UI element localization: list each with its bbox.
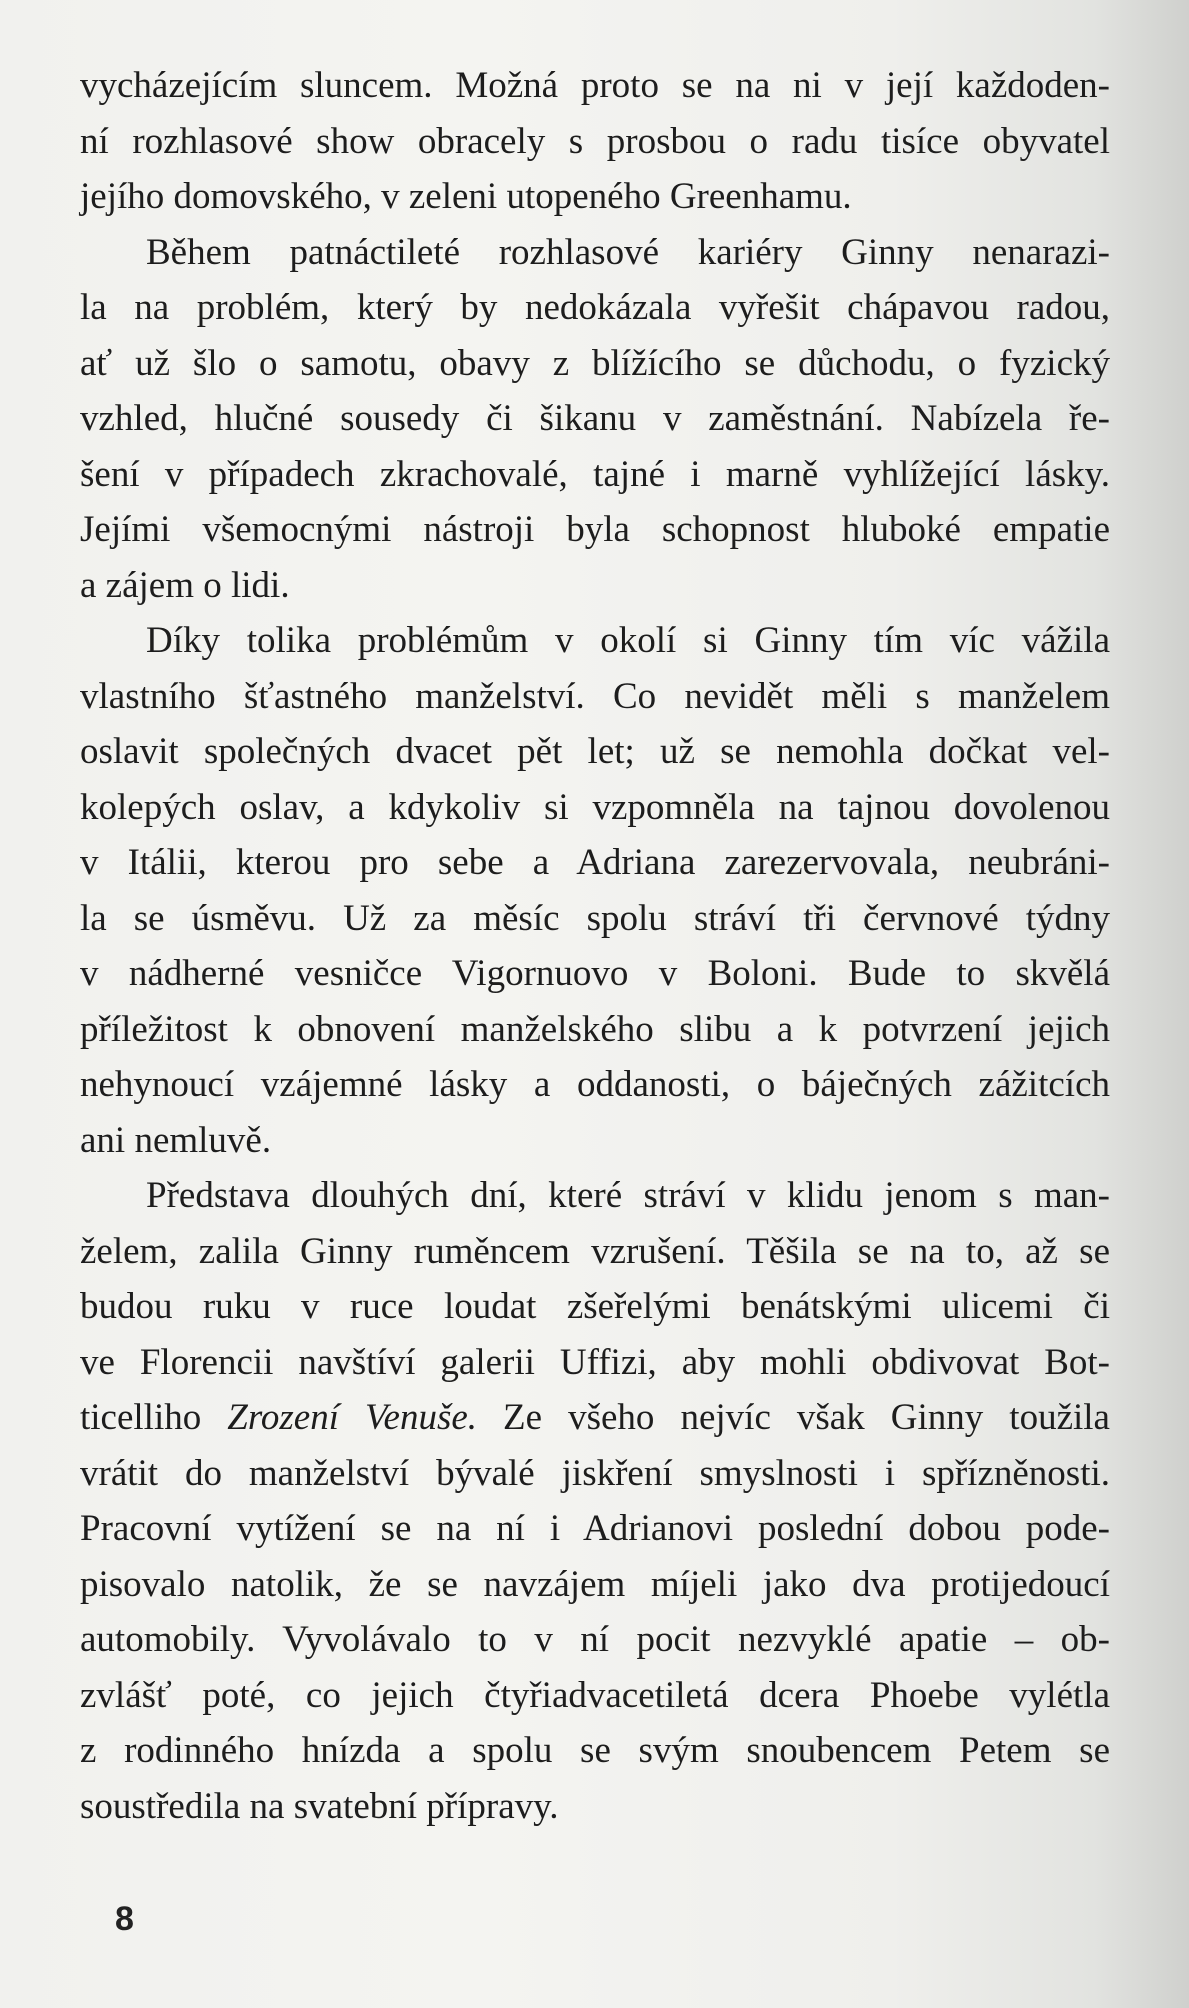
text-line: pisovalo natolik, že se navzájem míjeli jako dva protijedoucí <box>80 1563 1110 1605</box>
paragraph-4 <box>80 1168 1110 1834</box>
text-line: a zájem o lidi. <box>80 564 290 606</box>
text-run: ticelliho <box>80 1397 228 1438</box>
text-line: la se úsměvu. Už za měsíc spolu stráví tři červnové týdny <box>80 897 1110 939</box>
text-line: oslavit společných dvacet pět let; už se nemohla dočkat vel- <box>80 731 1110 772</box>
paragraph-3 <box>80 613 1110 1168</box>
page-number: 8 <box>115 1900 134 1938</box>
text-line: nehynoucí vzájemné lásky a oddanosti, o báječných zážitcích <box>80 1064 1110 1105</box>
text-run: Ze všeho nejvíc však Ginny toužila <box>477 1397 1110 1438</box>
paragraph-1 <box>80 58 1110 225</box>
text-line: Během patnáctileté rozhlasové kariéry Ginny nenarazi- <box>146 231 1110 273</box>
text-line: ať už šlo o samotu, obavy z blížícího se důchodu, o fyzický <box>80 342 1110 384</box>
text-line: vzhled, hlučné sousedy či šikanu v zaměstnání. Nabízela ře- <box>80 398 1110 439</box>
text-line: želem, zalila Ginny ruměncem vzrušení. Těšila se na to, až se <box>80 1230 1110 1272</box>
artwork-title: Zrození Venuše. <box>227 1397 478 1438</box>
text-line: v nádherné vesničce Vigornuovo v Boloni. Bude to skvělá <box>80 953 1110 994</box>
text-line: Díky tolika problémům v okolí si Ginny tím víc vážila <box>146 620 1110 661</box>
text-line: z rodinného hnízda a spolu se svým snoubencem Petem se <box>80 1730 1110 1771</box>
text-line: Jejími všemocnými nástroji byla schopnost hluboké empatie <box>80 509 1110 550</box>
paragraph-2 <box>80 225 1110 614</box>
text-line: budou ruku v ruce loudat zšeřelými benátskými ulicemi či <box>80 1286 1110 1327</box>
text-line-with-italic-title <box>80 1390 1110 1446</box>
text-line: automobily. Vyvolávalo to v ní pocit nezvyklé apatie – ob- <box>80 1619 1110 1660</box>
text-line: šení v případech zkrachovalé, tajné i marně vyhlížející lásky. <box>80 453 1110 495</box>
text-line: jejího domovského, v zeleni utopeného Greenhamu. <box>80 176 852 217</box>
text-line: vycházejícím sluncem. Možná proto se na ni v její každoden- <box>80 65 1110 106</box>
text-line: zvlášť poté, co jejich čtyřiadvacetiletá dcera Phoebe vylétla <box>80 1674 1110 1716</box>
text-line: v Itálii, kterou pro sebe a Adriana zarezervovala, neubráni- <box>80 842 1110 883</box>
text-line: ve Florencii navštíví galerii Uffizi, aby mohli obdivovat Bot- <box>80 1341 1110 1383</box>
body-text <box>80 58 1110 1834</box>
text-line: příležitost k obnovení manželského slibu a k potvrzení jejich <box>80 1008 1110 1050</box>
text-line: Pracovní vytížení se na ní i Adrianovi poslední dobou pode- <box>80 1508 1110 1549</box>
text-line: la na problém, který by nedokázala vyřešit chápavou radou, <box>80 287 1110 328</box>
text-line: vrátit do manželství bývalé jiskření smyslnosti i spřízněnosti. <box>80 1452 1110 1494</box>
text-line: ani nemluvě. <box>80 1119 272 1161</box>
text-line: ní rozhlasové show obracely s prosbou o radu tisíce obyvatel <box>80 120 1110 162</box>
text-line: vlastního šťastného manželství. Co nevidět měli s manželem <box>80 675 1110 717</box>
text-line: Představa dlouhých dní, které stráví v klidu jenom s man- <box>146 1175 1110 1216</box>
text-line: soustředila na svatební přípravy. <box>80 1785 559 1827</box>
text-line: kolepých oslav, a kdykoliv si vzpomněla na tajnou dovolenou <box>80 786 1110 828</box>
